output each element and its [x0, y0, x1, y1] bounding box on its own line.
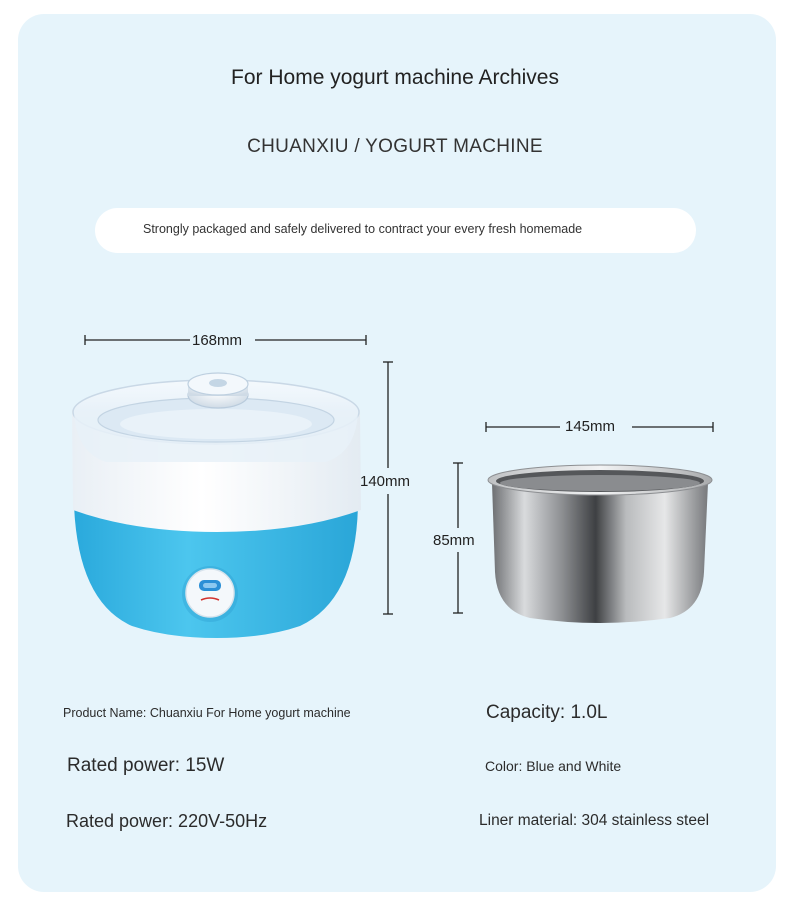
brand-subtitle: CHUANXIU / YOGURT MACHINE: [247, 136, 543, 157]
stainless-liner-image: [488, 465, 712, 623]
spec-liner-material: Liner material: 304 stainless steel: [479, 812, 710, 829]
spec-product-name: Product Name: Chuanxiu For Home yogurt machine: [63, 706, 351, 720]
spec-rated-power-voltage: Rated power: 220V-50Hz: [66, 811, 268, 831]
machine-height-label: 140mm: [360, 473, 411, 490]
spec-capacity: Capacity: 1.0L: [486, 702, 608, 723]
tagline-text: Strongly packaged and safely delivered to contract your every fresh homemade: [143, 222, 583, 236]
spec-color: Color: Blue and White: [485, 758, 622, 774]
liner-width-label: 145mm: [565, 418, 616, 435]
machine-width-label: 168mm: [192, 332, 243, 349]
page-title: For Home yogurt machine Archives: [231, 66, 559, 89]
spec-rated-power-watts: Rated power: 15W: [67, 755, 225, 776]
liner-height-label: 85mm: [433, 532, 475, 549]
yogurt-machine-image: [72, 373, 361, 638]
